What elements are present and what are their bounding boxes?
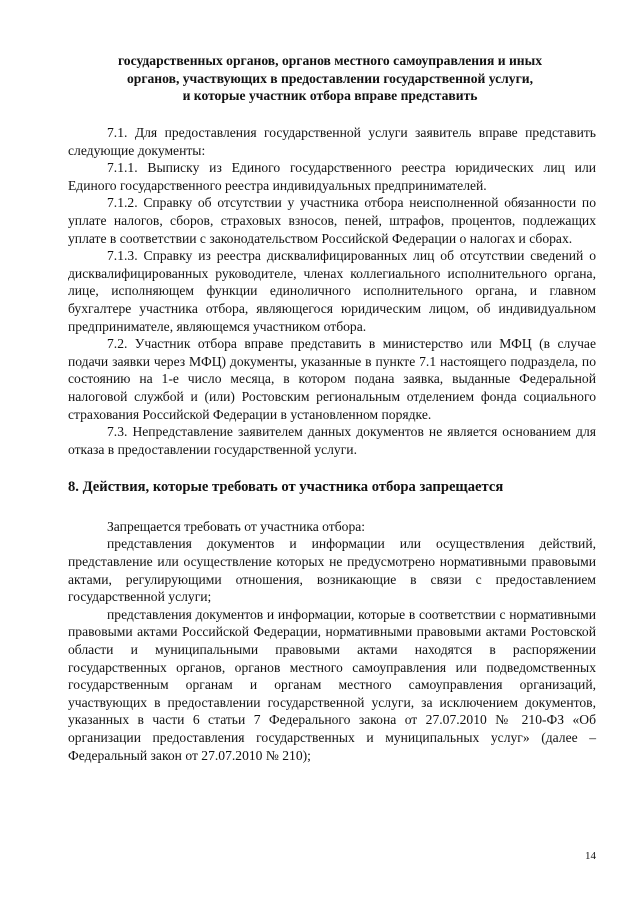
paragraph-8-intro: Запрещается требовать от участника отбора: [107,518,366,534]
paragraph-7-3: 7.3. Непредставление заявителем данных документов не является основанием для отказа в предоставлении государственной услуги. [68,424,596,457]
section-8-title: 8. Действия, которые требовать от участника отбора запрещается [68,479,504,496]
heading-line-1: государственных органов, органов местного самоуправления и иных [117,53,543,68]
heading-line-2: органов, участвующих в предоставлении государственной услуги, [126,70,534,86]
section-heading-continuation [80,52,580,105]
paragraph-7-1: 7.1. Для предоставления государственной услуги заявитель вправе представить следующие документы: [68,125,596,158]
paragraph-7-2: 7.2. Участник отбора вправе представить в министерство или МФЦ (в случае подачи заявки через МФЦ) документы, указанные в пункте 7.1 настоящего подраздела, по состоянию на 1-е число месяца, в котором подана заявка, выданные Федеральной налоговой службой и (или) Ростовским региональным отделением фонда социального страхования Российской Федерации в установленном порядке. [68,336,596,422]
paragraph-8-item-1: представления документов и информации или осуществления действий, представление или осуществление которых не предусмотрено нормативными правовыми актами, регулирующими отношения, возникающие в связи с предоставлением государственной услуги; [68,536,596,605]
page-number: 14 [585,850,596,862]
heading-line-3: и которые участник отбора вправе представить [182,88,478,103]
document-body [68,124,596,764]
paragraph-7-1-1: 7.1.1. Выписку из Единого государственного реестра юридических лиц или Единого государственного реестра индивидуальных предпринимателей. [68,160,596,193]
paragraph-8-item-2: представления документов и информации, которые в соответствии с нормативными правовыми актами Российской Федерации, нормативными правовыми актами Ростовской области и муниципальными правовыми актами находятся в распоряжении государственных органов, органов местного самоуправления или подведомственных государственным органам и органам местного самоуправления организаций, участвующих в предоставлении государственной услуги, за исключением документов, указанных в части 6 статьи 7 Федерального закона от 27.07.2010 № 210-ФЗ «Об организации предоставления государственных и муниципальных услуг» (далее – Федеральный закон от 27.07.2010 № 210); [68,606,596,763]
paragraph-7-1-2: 7.1.2. Справку об отсутствии у участника отбора неисполненной обязанности по уплате налогов, сборов, страховых взносов, пеней, штрафов, процентов, подлежащих уплате в соответствии с законодательством Российской Федерации о налогах и сборах. [68,195,596,246]
paragraph-7-1-3: 7.1.3. Справку из реестра дисквалифицированных лиц об отсутствии сведений о дисквалифицированных руководителе, членах коллегиального исполнительного органа, лице, исполняющем функции единоличного исполнительного органа, и главном бухгалтере участника отбора, являющегося юридическим лицом, об индивидуальном предпринимателе, являющемся участником отбора. [68,248,596,334]
